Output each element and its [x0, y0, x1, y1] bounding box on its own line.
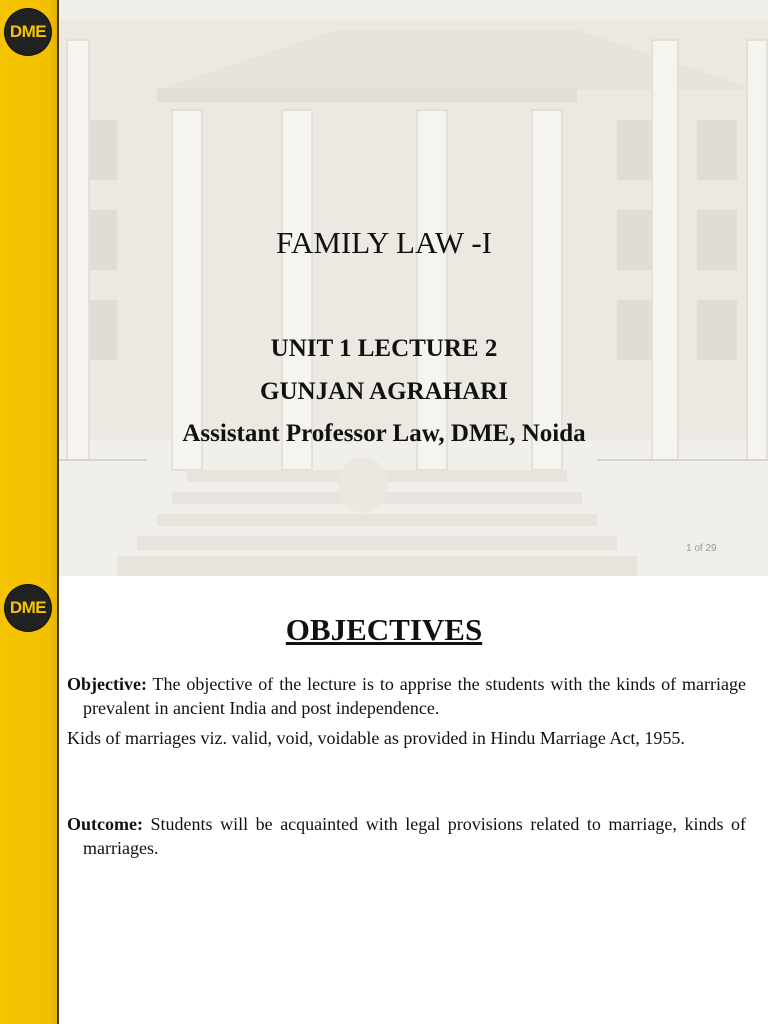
objective-text: The objective of the lecture is to apprise the students with the kinds of marriage prevalent in ancient India and post independence.	[83, 674, 746, 718]
kinds-paragraph: Kids of marriages viz. valid, void, voidable as provided in Hindu Marriage Act, 1955.	[67, 728, 685, 748]
author-role: Assistant Professor Law, DME, Noida	[182, 420, 586, 447]
objectives-slide	[0, 576, 768, 1024]
author-name: GUNJAN AGRAHARI	[260, 378, 508, 405]
sidebar-accent-bar	[0, 0, 59, 576]
outcome-label: Outcome:	[67, 814, 143, 834]
dme-logo: DME	[5, 585, 51, 631]
outcome-text: Students will be acquainted with legal provisions related to marriage, kinds of marriages.	[83, 814, 746, 858]
building-background-image	[57, 0, 768, 576]
objectives-heading: OBJECTIVES	[285, 612, 483, 647]
unit-lecture-label: UNIT 1 LECTURE 2	[270, 335, 498, 362]
slide-title: FAMILY LAW -I	[276, 225, 492, 260]
objective-label: Objective:	[67, 674, 147, 694]
objective-paragraph	[67, 672, 746, 720]
page-indicator: 1 of 29	[686, 543, 717, 554]
outcome-paragraph	[67, 812, 746, 860]
dme-logo: DME	[5, 9, 51, 55]
